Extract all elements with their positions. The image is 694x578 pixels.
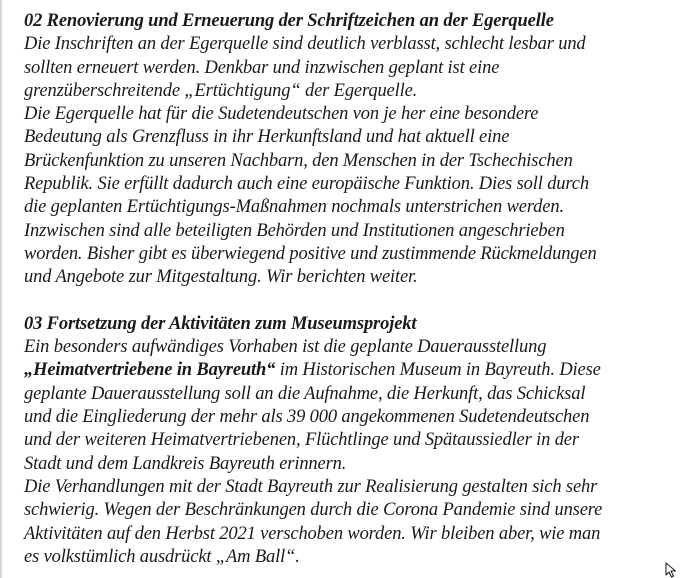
paragraph-line-with-title [24,359,688,382]
paragraph-line: Republik. Sie erfüllt dadurch auch eine europäische Funktion. Dies soll durch [24,174,589,195]
section-spacer [24,290,688,313]
section-egerquelle [24,10,688,290]
paragraph-line: Die Inschriften an der Egerquelle sind deutlich verblasst, schlecht lesbar und [24,34,586,55]
paragraph-line: es volkstümlich ausdrückt „Am Ball“. [24,546,300,567]
section-heading: 03 Fortsetzung der Aktivitäten zum Museumsprojekt [24,313,417,334]
paragraph-line: und Angebote zur Mitgestaltung. Wir berichten weiter. [24,267,418,288]
paragraph-line: Aktivitäten auf den Herbst 2021 verschoben worden. Wir bleiben aber, wie man [24,523,601,544]
paragraph-line-rest: im Historischen Museum in Bayreuth. Diese [275,360,601,381]
paragraph-line: Brückenfunktion zu unseren Nachbarn, den Menschen in der Tschechischen [24,150,573,171]
paragraph-line: Die Verhandlungen mit der Stadt Bayreuth zur Realisierung gestalten sich sehr [24,476,598,497]
exhibition-title: „Heimatvertriebene in Bayreuth“ [24,360,276,381]
paragraph-line: Ein besonders aufwändiges Vorhaben ist die geplante Dauerausstellung [24,337,547,358]
document-body [24,10,688,569]
paragraph-line: Stadt und dem Landkreis Bayreuth erinnern. [24,453,347,474]
paragraph-line: Bedeutung als Grenzfluss in ihr Herkunftsland und hat aktuell eine [24,127,510,148]
paragraph-line: die geplanten Ertüchtigungs-Maßnahmen nochmals unterstrichen werden. [24,197,564,218]
paragraph-line: sollten erneuert werden. Denkbar und inzwischen geplant ist eine [24,57,500,78]
page-left-edge [0,0,2,578]
section-museumsprojekt [24,313,688,569]
paragraph-line: und die Eingliederung der mehr als 39 000 angekommenen Sudetendeutschen [24,407,590,428]
mouse-pointer-icon [664,562,680,578]
paragraph-line: Die Egerquelle hat für die Sudetendeutschen von je her eine besondere [24,104,539,125]
paragraph-line: schwierig. Wegen der Beschränkungen durch die Corona Pandemie sind unsere [24,500,603,521]
paragraph-line: geplante Dauerausstellung soll an die Aufnahme, die Herkunft, das Schicksal [24,383,586,404]
section-heading: 02 Renovierung und Erneuerung der Schriftzeichen an der Egerquelle [24,11,554,31]
paragraph-line: und der weiteren Heimatvertriebenen, Flüchtlinge und Spätaussiedler in der [24,430,579,451]
paragraph-line: grenzüberschreitende „Ertüchtigung“ der Egerquelle. [24,80,418,101]
paragraph-line: Inzwischen sind alle beteiligten Behörden und Institutionen angeschrieben [24,220,565,241]
paragraph-line: worden. Bisher gibt es überwiegend positive und zustimmende Rückmeldungen [24,243,597,264]
